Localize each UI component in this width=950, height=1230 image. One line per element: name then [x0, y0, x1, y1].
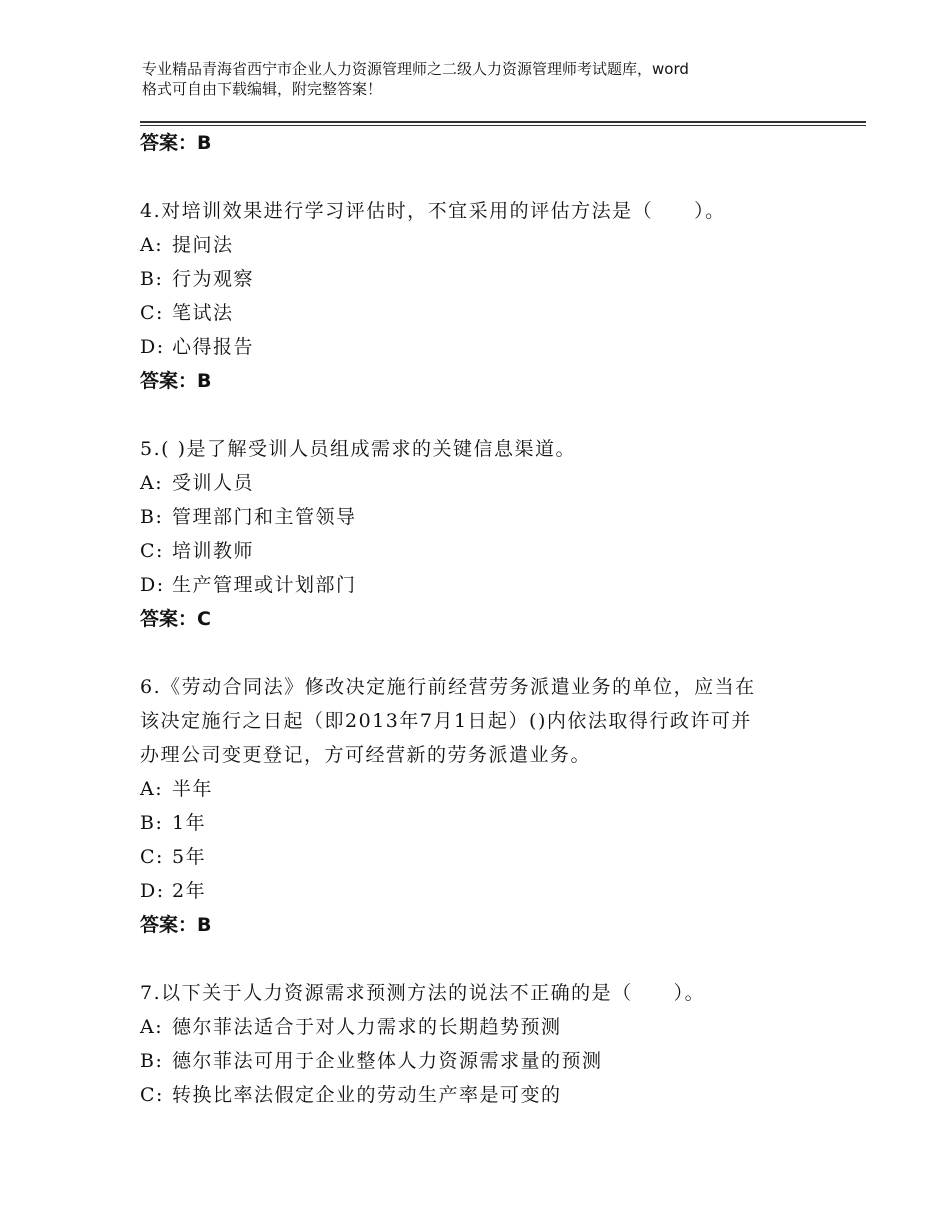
option-key: A: [140, 1016, 164, 1038]
option-text: 德尔菲法适合于对人力需求的长期趋势预测 [172, 1016, 562, 1038]
question-text: 7.以下关于人力资源需求预测方法的说法不正确的是（ ）。 [140, 982, 706, 1004]
option-key: D: [140, 336, 165, 358]
question-6 [140, 670, 860, 942]
option-key: C: [140, 846, 164, 868]
option-text: 笔试法 [172, 302, 234, 324]
option-key: A: [140, 234, 164, 256]
option-key: C: [140, 1084, 164, 1106]
previous-answer: 答案：B [140, 132, 212, 154]
header-line-2: 格式可自由下载编辑，附完整答案！ [142, 80, 383, 98]
spacer [140, 398, 860, 432]
question-list [140, 126, 860, 1112]
option-key: C: [140, 540, 164, 562]
option-text: 心得报告 [172, 336, 255, 358]
question-text: 4.对培训效果进行学习评估时，不宜采用的评估方法是（ ）。 [140, 200, 726, 222]
option-d [140, 330, 860, 364]
question-7 [140, 976, 860, 1112]
option-key: B: [140, 812, 164, 834]
option-b [140, 262, 860, 296]
question-text-line-2: 该决定施行之日起（即2013年7月1日起）()内依法取得行政许可并 [140, 710, 752, 732]
option-key: B: [140, 1050, 164, 1072]
option-d [140, 568, 860, 602]
option-text: 受训人员 [172, 472, 255, 494]
header-rule-thick [140, 121, 866, 123]
option-text: 半年 [172, 778, 214, 800]
option-key: A: [140, 778, 164, 800]
option-a [140, 772, 860, 806]
question-4 [140, 194, 860, 398]
question-text: 5.( )是了解受训人员组成需求的关键信息渠道。 [140, 438, 576, 460]
question-text-line-3: 办理公司变更登记，方可经营新的劳务派遣业务。 [140, 744, 592, 766]
option-key: D: [140, 880, 165, 902]
option-b [140, 1044, 860, 1078]
option-key: C: [140, 302, 164, 324]
document-header [142, 59, 842, 99]
option-text: 1年 [172, 812, 207, 834]
option-text: 提问法 [172, 234, 234, 256]
spacer [140, 636, 860, 670]
option-c [140, 840, 860, 874]
option-d [140, 874, 860, 908]
option-text: 5年 [172, 846, 207, 868]
option-text: 行为观察 [172, 268, 255, 290]
answer: 答案：C [140, 608, 211, 630]
answer: 答案：B [140, 370, 212, 392]
question-5 [140, 432, 860, 636]
option-key: B: [140, 268, 164, 290]
option-a [140, 1010, 860, 1044]
header-line-1: 专业精品青海省西宁市企业人力资源管理师之二级人力资源管理师考试题库，word [142, 60, 689, 78]
option-c [140, 296, 860, 330]
question-text-line-1: 6.《劳动合同法》修改决定施行前经营劳务派遣业务的单位，应当在 [140, 676, 756, 698]
option-text: 生产管理或计划部门 [172, 574, 357, 596]
option-a [140, 228, 860, 262]
answer: 答案：B [140, 914, 212, 936]
option-text: 管理部门和主管领导 [172, 506, 357, 528]
option-b [140, 500, 860, 534]
option-text: 培训教师 [172, 540, 255, 562]
option-text: 德尔菲法可用于企业整体人力资源需求量的预测 [172, 1050, 603, 1072]
option-b [140, 806, 860, 840]
option-c [140, 1078, 860, 1112]
option-c [140, 534, 860, 568]
option-a [140, 466, 860, 500]
option-text: 2年 [172, 880, 207, 902]
option-key: D: [140, 574, 165, 596]
spacer [140, 942, 860, 976]
option-key: B: [140, 506, 164, 528]
option-key: A: [140, 472, 164, 494]
option-text: 转换比率法假定企业的劳动生产率是可变的 [172, 1084, 562, 1106]
spacer [140, 160, 860, 194]
